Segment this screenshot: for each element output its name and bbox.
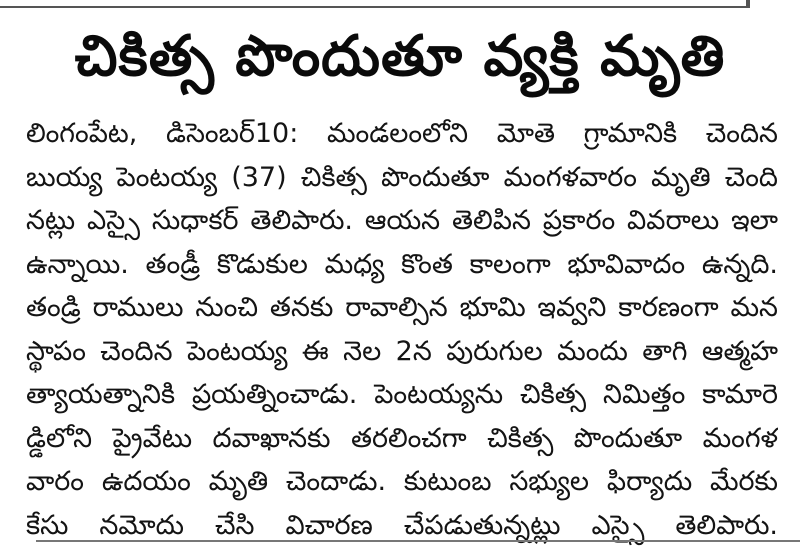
article-line: డ్డిలోని ప్రైవేటు దవాఖానకు తరలించగా చికిత్స పొందుతూ మంగళ: [26, 417, 778, 461]
top-rule: [0, 6, 748, 8]
article-line: నట్లు ఎస్సై సుధాకర్ తెలిపారు. ఆయన తెలిపిన ప్రకారం వివరాలు ఇలా: [26, 199, 778, 243]
article-line: లింగంపేట, డిసెంబర్10: మండలంలోని మోతె గ్రామానికి చెందిన: [26, 112, 778, 156]
article-body: [26, 112, 778, 547]
article-line: ఉన్నాయి. తండ్రీ కొడుకుల మధ్య కొంత కాలంగా భూవివాదం ఉన్నది.: [26, 243, 778, 287]
article-line: స్థాపం చెందిన పెంటయ్య ఈ నెల 2న పురుగుల మందు తాగి ఆత్మహ: [26, 330, 778, 374]
bottom-rule: [36, 540, 800, 542]
article-line: వారం ఉదయం మృతి చెందాడు. కుటుంబ సభ్యుల ఫిర్యాదు మేరకు: [26, 460, 778, 504]
headline: చికిత్స పొందుతూ వ్యక్తి మృతి: [0, 22, 800, 92]
column-rule: [746, 0, 750, 8]
article-line: కేసు నమోదు చేసి విచారణ చేపడుతున్నట్లు ఎస్సై తెలిపారు.: [26, 504, 778, 547]
article-line: తండ్రి రాములు నుంచి తనకు రావాల్సిన భూమి ఇవ్వని కారణంగా మన: [26, 286, 778, 330]
article-line: త్యాయత్నానికి ప్రయత్నించాడు. పెంటయ్యను చికిత్స నిమిత్తం కామారె: [26, 373, 778, 417]
article-line: బుయ్య పెంటయ్య (37) చికిత్స పొందుతూ మంగళవారం మృతి చెంది: [26, 156, 778, 200]
